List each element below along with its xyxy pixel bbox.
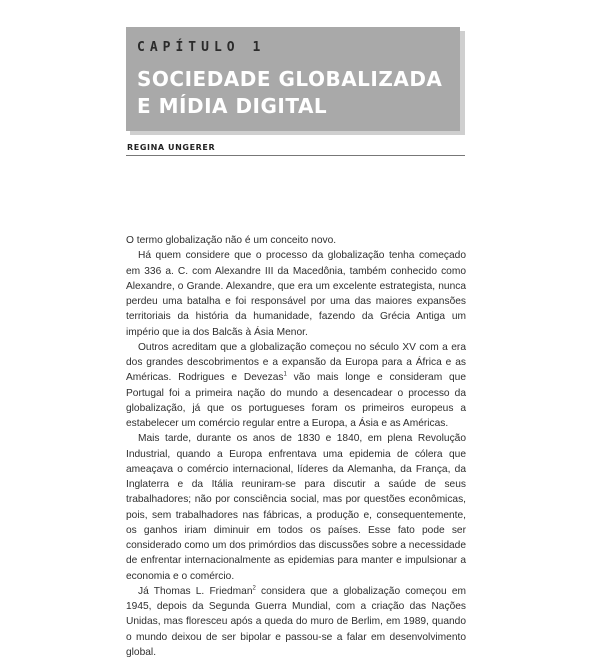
- chapter-body: [126, 233, 466, 660]
- paragraph-3-text-b: vão mais longe e consideram que Portugal foi a primeira nação do mundo a desencadear o processo da globalização, já que os portugueses foram os primeiros europeus a estabelecer um comércio regular entre a Europa, a Ásia e as Américas.: [126, 372, 467, 429]
- header-box-shadow-right: [460, 31, 465, 135]
- chapter-label: CAPÍTULO 1: [137, 40, 266, 55]
- paragraph-5-text-a: Já Thomas L. Friedman: [138, 585, 253, 597]
- chapter-title: [137, 66, 455, 120]
- paragraph-3: [126, 340, 466, 432]
- paragraph-5: [126, 584, 466, 660]
- paragraph-1: O termo globalização não é um conceito novo.: [126, 235, 337, 246]
- paragraph-4: Mais tarde, durante os anos de 1830 e 1840, em plena Revolução Industrial, quando a Europa enfrentava uma epidemia de cólera que ameaçava o comércio internacional, líderes da Alemanha, da França, da Inglaterra e da Itália reuniram-se para discutir a saúde de seus trabalhadores; não por consciência social, mas por questões econômicas, pois, sem trabalhadores nas fábricas, a produção e, consequentemente, os ganhos iriam diminuir em todos os países. Esse fato pode ser considerado como um dos primórdios das discussões sobre a necessidade de enfrentar internacionalmente as epidemias para manter e impulsionar a economia e o comércio.: [126, 433, 466, 582]
- paragraph-3-text-a: Outros acreditam que a globalização começou no século XV com a era dos grandes descobrimentos e a expansão da Europa para a África e as Américas. Rodrigues e Devezas: [126, 341, 466, 384]
- header-box-shadow-bottom: [130, 131, 465, 135]
- paragraph-5-text-b: considera que a globalização começou em 1945, depois da Segunda Guerra Mundial, com a criação das Nações Unidas, mas floresceu após a queda do muro de Berlim, em 1989, quando o mundo deixou de ser bipolar e passou-se a falar em desenvolvimento global.: [126, 585, 466, 658]
- author-name: REGINA UNGERER: [127, 143, 216, 152]
- footnote-ref-1: 1: [283, 371, 287, 378]
- chapter-title-line-1: SOCIEDADE GLOBALIZADA: [137, 67, 443, 91]
- paragraph-2: Há quem considere que o processo da globalização tenha começado em 336 a. C. com Alexandre III da Macedônia, também conhecido como Alexandre, o Grande. Alexandre, que era um excelente estrategista, nunca perdeu uma batalha e foi responsável por uma das maiores expansões territoriais da história da humanidade, fazendo da Grécia Antiga um império que ia dos Balcãs à Ásia Menor.: [126, 250, 466, 338]
- footnote-ref-2: 2: [252, 585, 256, 592]
- header-rule: [126, 155, 465, 156]
- chapter-title-line-2: E MÍDIA DIGITAL: [137, 94, 328, 118]
